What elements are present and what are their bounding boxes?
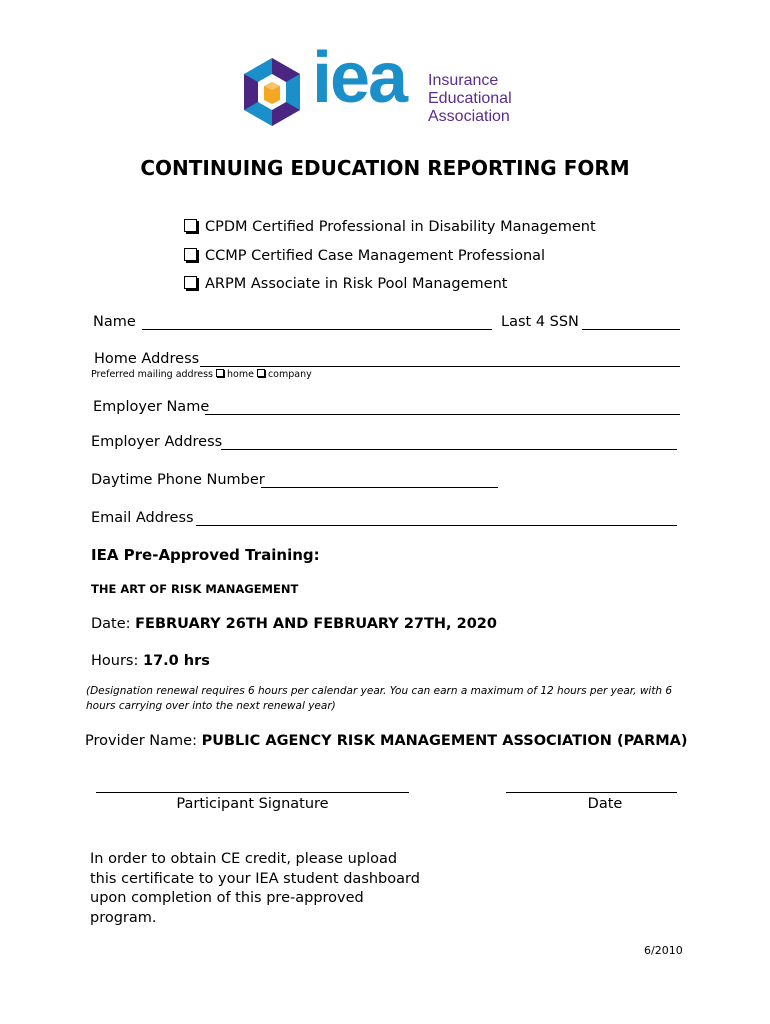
designation-ccmp[interactable] <box>184 248 545 264</box>
renewal-note: (Designation renewal requires 6 hours per calendar year. You can earn a maximum of 12 hours per year, with 6 hours carrying over into the next renewal year) <box>86 685 673 712</box>
employer-address-field[interactable] <box>221 449 677 450</box>
iea-cube-icon <box>240 56 304 128</box>
employer-name-field[interactable] <box>205 414 680 415</box>
course-title: THE ART OF RISK MANAGEMENT <box>91 582 299 596</box>
phone-field[interactable] <box>261 487 498 488</box>
training-heading: IEA Pre-Approved Training: <box>91 546 320 564</box>
training-date <box>91 616 497 632</box>
provider-value: PUBLIC AGENCY RISK MANAGEMENT ASSOCIATION (PARMA) <box>201 733 688 749</box>
email-label: Email Address <box>91 510 194 526</box>
training-hours <box>91 653 210 669</box>
participant-signature-label: Participant Signature <box>176 796 329 812</box>
preferred-mailing <box>91 369 312 380</box>
home-option-label: home <box>227 369 254 380</box>
email-field[interactable] <box>196 525 677 526</box>
ssn-label: Last 4 SSN <box>501 314 579 330</box>
checkbox-icon[interactable] <box>184 276 197 289</box>
hours-value: 17.0 hrs <box>142 653 210 669</box>
designation-arpm[interactable] <box>184 276 507 292</box>
designation-cpdm-label: CPDM Certified Professional in Disability Management <box>205 219 596 235</box>
designation-ccmp-label: CCMP Certified Case Management Professional <box>205 248 546 264</box>
signature-date-label: Date <box>587 796 623 812</box>
date-label: Date: <box>91 616 131 632</box>
checkbox-icon[interactable] <box>257 369 265 377</box>
checkbox-icon[interactable] <box>216 369 224 377</box>
checkbox-icon[interactable] <box>184 248 197 261</box>
upload-instructions: In order to obtain CE credit, please upload this certificate to your IEA student dashboard upon completion of this pre-approved program. <box>90 851 420 926</box>
phone-label: Daytime Phone Number <box>91 472 265 488</box>
page-title: CONTINUING EDUCATION REPORTING FORM <box>140 156 630 180</box>
iea-logo <box>240 38 540 130</box>
home-address-label: Home Address <box>94 351 200 367</box>
iea-wordmark: iea <box>312 38 407 118</box>
date-value: FEBRUARY 26TH AND FEBRUARY 27TH, 2020 <box>135 616 497 632</box>
signature-date-field[interactable] <box>506 792 677 793</box>
preferred-mailing-label: Preferred mailing address <box>91 369 214 380</box>
logo-line-association: Association <box>428 108 510 125</box>
provider <box>85 733 688 749</box>
logo-line-educational: Educational <box>428 90 512 107</box>
logo-line-insurance: Insurance <box>428 72 499 89</box>
hours-label: Hours: <box>91 653 139 669</box>
form-version: 6/2010 <box>644 944 683 957</box>
ssn-field[interactable] <box>582 329 680 330</box>
designation-arpm-label: ARPM Associate in Risk Pool Management <box>205 276 508 292</box>
employer-name-label: Employer Name <box>93 399 210 415</box>
participant-signature-field[interactable] <box>96 792 409 793</box>
employer-address-label: Employer Address <box>91 434 223 450</box>
provider-label: Provider Name: <box>85 733 197 749</box>
name-field[interactable] <box>142 329 492 330</box>
name-label: Name <box>93 314 136 330</box>
home-address-field[interactable] <box>200 366 680 367</box>
company-option-label: company <box>267 369 312 380</box>
designation-cpdm[interactable] <box>184 219 596 235</box>
checkbox-icon[interactable] <box>184 219 197 232</box>
